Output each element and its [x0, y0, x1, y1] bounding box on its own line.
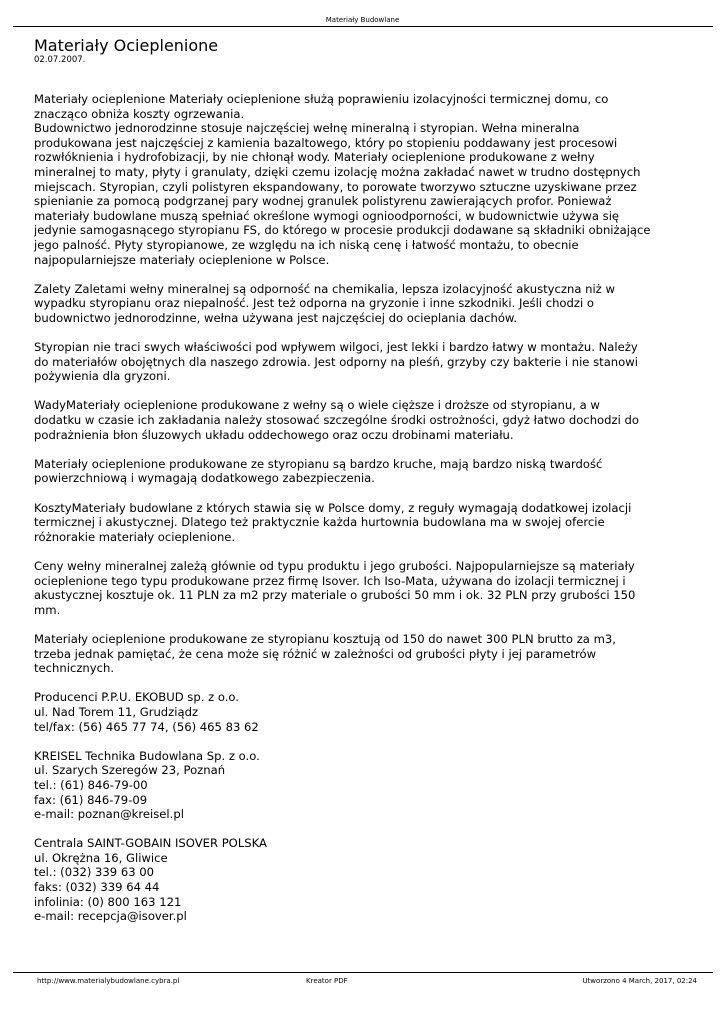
paragraph-costs: KosztyMateriały budowlane z których stawia się w Polsce domy, z reguły wymagają dodatkowej izolacji termicznej i akustycznej. Dlatego też praktycznie każda hurtownia budowlana ma w swojej ofercie różnorakie materiały ocieplenione. [34, 500, 632, 544]
paragraph-styrofoam-prices: Materiały ocieplenione produkowane ze styropianu kosztują od 150 do nawet 300 PLN brutto za m3, trzeba jednak pamiętać, że cena może się różnić w zależności od grubości płyty i jej parametrów technicznych. [34, 631, 616, 676]
paragraph-styrofoam: Styropian nie traci swych właściwości pod wpływem wilgoci, jest lekki i bardzo łatwy w montażu. Należy do materiałów obojętnych dla naszego zdrowia. Jest odporny na pleśń, grzyby czy bakterie i nie stanowi pożywienia dla gryzoni. [34, 340, 638, 384]
producer-kreisel: KREISEL Technika Budowlana Sp. z o.o. ul. Szarych Szeregów 23, Poznań tel.: (61) 846-79-00 fax: (61) 846-79-09 e-mail: poznan@kreisel.pl [34, 748, 260, 822]
paragraph-advantages: Zalety Zaletami wełny mineralnej są odporność na chemikalia, lepsza izolacyjność akustyczna niż w wypadku styropianu oraz niepalność. Jest też odporna na gryzonie i inne szkodniki. Jeśli chodzi o budownictwo jednorodzinne, wełna używana jest najczęściej do ocieplania dachów. [34, 281, 615, 325]
footer-url-link[interactable]: http://www.materialybudowlane.cybra.pl [37, 977, 180, 985]
document-title: Materiały Ocieplenione [34, 36, 219, 55]
paragraph-intro: Materiały ocieplenione Materiały ocieplenione służą poprawieniu izolacyjności termicznej domu, co znacząco obniża koszty ogrzewania. Budownictwo jednorodzinne stosuje najczęściej wełnę mineralną i styropian. Wełna mineralna produkowana jest najczęściej z kamienia bazaltowego, który po stopieniu poddawany jest procesowi rozwłóknienia i hydrofobizacji, by nie chłonął wody. Materiały ocieplenione produkowane z wełny mineralnej to maty, płyty i granulaty, dzięki czemu izolację można zakładać nawet w trudno dostępnych miejscach. Styropian, czyli polistyren ekspandowany, to porowate tworzywo sztuczne uzyskiwane przez spienianie za pomocą podgrzanej pary wodnej granulek polistyrenu zawierających profor. Ponieważ materiały budowlane muszą spełniać określone wymogi ognioodporności, w budownictwie używa się jedynie samogasnącego styropianu FS, do którego w procesie produkcji dodawane są składniki obniżające jego palność. Płyty styropianowe, ze względu na ich niską cenę i łatwość montażu, to obecnie najpopularniejsze materiały ocieplenione w Polsce. [34, 92, 651, 267]
running-title: Materiały Budowlane [325, 16, 400, 24]
producer-ekobud: Producenci P.P.U. EKOBUD sp. z o.o. ul. Nad Torem 11, Grudziądz tel/fax: (56) 465 77 74, (56) 465 83 62 [34, 690, 259, 734]
footer-created-date: Utworzono 4 March, 2017, 02:24 [582, 977, 697, 985]
paragraph-disadvantages: WadyMateriały ocieplenione produkowane z wełny są o wiele cięższe i droższe od styropianu, a w dodatku w czasie ich zakładania należy stosować szczególne środki ostrożności, gdyż łatwo dochodzi do podrażnienia błon śluzowych układu oddechowego oraz oczu drobinami materiału. [34, 398, 639, 442]
footer-divider [13, 972, 713, 973]
producer-isover: Centrala SAINT-GOBAIN ISOVER POLSKA ul. Okrężna 16, Gliwice tel.: (032) 339 63 00 faks: (032) 339 64 44 infolinia: (0) 800 163 121 e-mail: recepcja@isover.pl [34, 836, 267, 924]
header-divider [13, 26, 713, 27]
document-body [34, 92, 694, 938]
paragraph-styrofoam-fragility: Materiały ocieplenione produkowane ze styropianu są bardzo kruche, mają bardzo niską twardość powierzchniową i wymagają dodatkowego zabezpieczenia. [34, 456, 603, 486]
document-date: 02.07.2007. [34, 55, 86, 65]
paragraph-wool-prices: Ceny wełny mineralnej zależą głównie od typu produktu i jego grubości. Najpopularniejsze są materiały ocieplenione tego typu produkowane przez firmę Isover. Ich Iso-Mata, używana do izolacji termicznej i akustycznej kosztuje ok. 11 PLN za m2 przy materiale o grubości 50 mm i ok. 32 PLN przy grubości 150 mm. [34, 559, 636, 617]
footer-generator: Kreator PDF [306, 977, 348, 985]
